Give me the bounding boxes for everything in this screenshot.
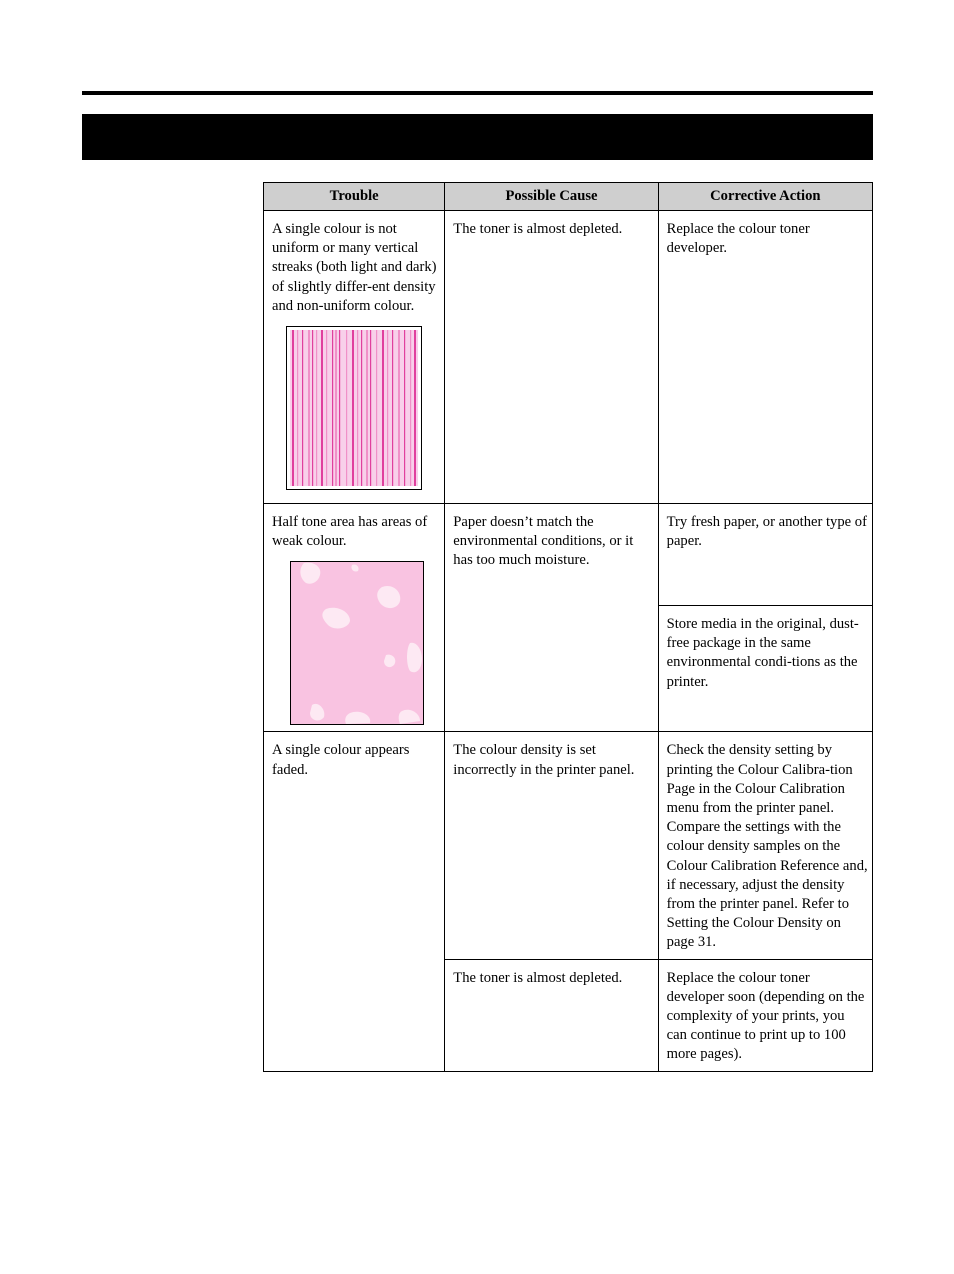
action-cell — [658, 606, 872, 732]
weak-colour-sample-image — [290, 561, 424, 725]
trouble-cell — [264, 732, 445, 1071]
cause-cell — [445, 732, 658, 959]
header-possible-cause: Possible Cause — [445, 183, 658, 211]
action-cell — [658, 959, 872, 1071]
cause-text: The toner is almost depleted. — [453, 221, 623, 237]
action-cell — [658, 732, 872, 959]
table-row — [264, 504, 873, 606]
cause-cell — [445, 504, 658, 732]
table-header-row — [264, 183, 873, 211]
table-row — [264, 211, 873, 504]
action-text: Try fresh paper, or another type of paper. — [666, 514, 867, 550]
action-cell — [658, 211, 872, 504]
cause-text: Paper doesn’t match the environmental conditions, or it has too much moisture. — [453, 514, 634, 569]
trouble-cell — [264, 211, 445, 504]
trouble-text: Half tone area has areas of weak colour. — [272, 514, 428, 550]
header-trouble: Trouble — [264, 183, 445, 211]
trouble-text: A single colour is not uniform or many vertical streaks (both light and dark) of slightly differ-ent density and non-uniform colour. — [272, 221, 437, 314]
table-row — [264, 732, 873, 959]
action-text: Replace the colour toner developer. — [666, 221, 810, 257]
header-bar — [82, 114, 873, 160]
action-text: Check the density setting by printing the Colour Calibra-tion Page in the Colour Calibration menu from the printer panel. Compare the settings with the colour density samples on the Colour Calibration Reference and, if necessary, adjust the density from the printer panel. Refer to Setting the Colour Density on page 31. — [666, 742, 868, 951]
cause-text: The colour density is set incorrectly in the printer panel. — [453, 742, 635, 778]
cause-text: The toner is almost depleted. — [453, 969, 623, 986]
trouble-text: A single colour appears faded. — [272, 742, 410, 778]
troubleshooting-table — [263, 182, 873, 1072]
action-cell — [658, 504, 872, 606]
header-corrective-action: Corrective Action — [658, 183, 872, 211]
action-text: Replace the colour toner developer soon (depending on the complexity of your prints, you can continue to print up to 100 more pages). — [666, 969, 865, 1063]
action-text: Store media in the original, dust-free package in the same environmental condi-tions as the printer. — [666, 616, 859, 690]
vertical-streaks-sample-image — [286, 326, 422, 490]
cause-cell — [445, 211, 658, 504]
cause-cell — [445, 959, 658, 1071]
trouble-cell — [264, 504, 445, 732]
top-rule — [82, 91, 873, 95]
